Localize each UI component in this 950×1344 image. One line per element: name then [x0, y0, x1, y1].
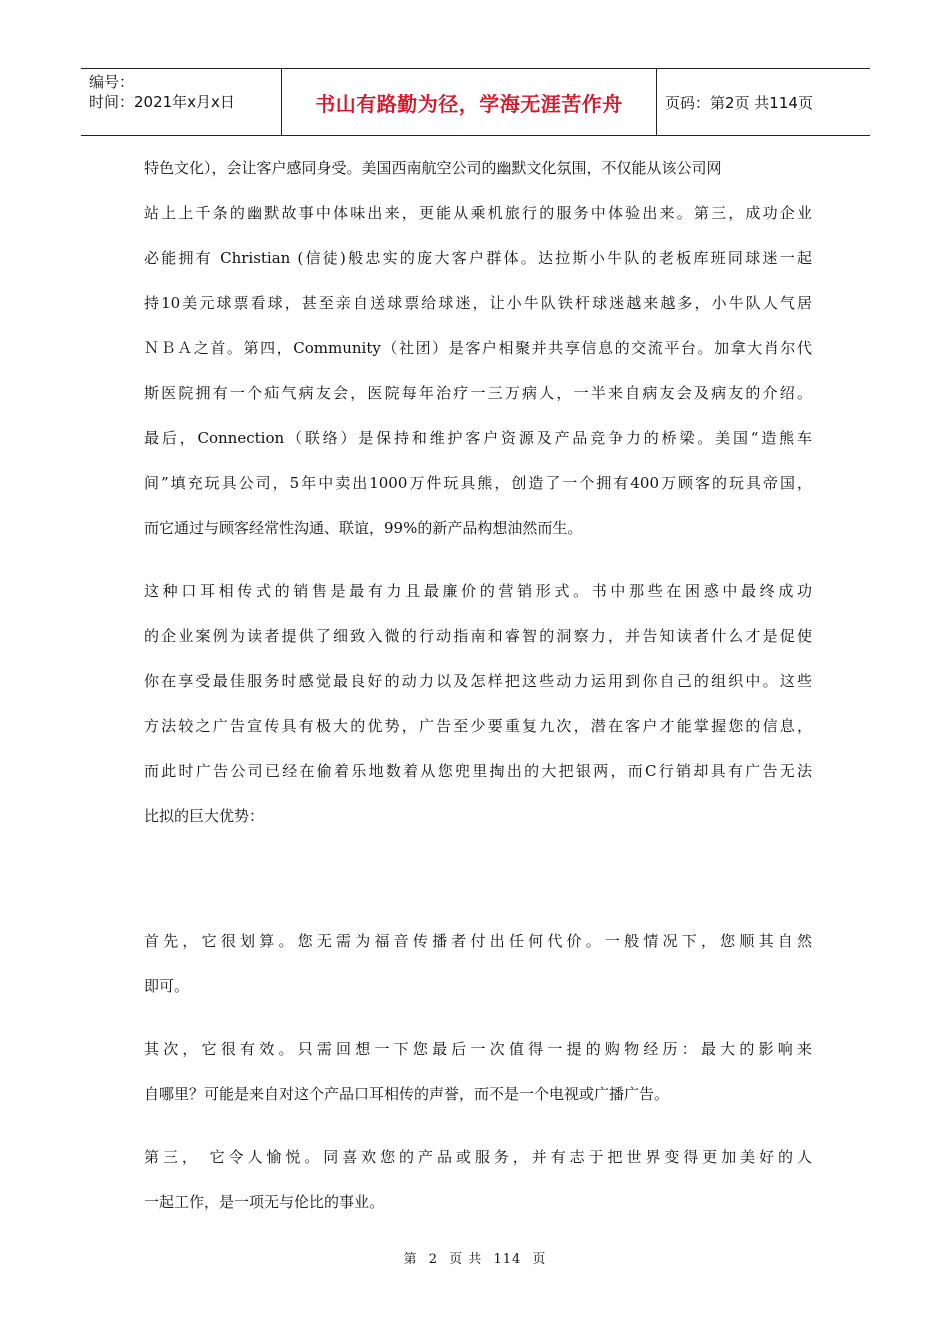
text-line: 斯医院拥有一个疝气病友会，医院每年治疗一三万病人，一半来自病友会及病友的介绍。 — [144, 384, 812, 402]
text-line: 比拟的巨大优势： — [144, 807, 265, 825]
text-line: 一起工作，是一项无与伦比的事业。 — [144, 1193, 385, 1211]
footer-middle: 页 共 — [449, 1252, 483, 1267]
page-footer — [0, 1248, 950, 1267]
document-header — [81, 68, 870, 136]
footer-total-pages: 114 — [493, 1252, 522, 1267]
header-divider — [656, 69, 657, 135]
text-line: 第三， 它令人愉悦。同喜欢您的产品或服务，并有志于把世界变得更加美好的人 — [144, 1148, 812, 1166]
footer-suffix: 页 — [532, 1252, 547, 1267]
text-line: 而此时广告公司已经在偷着乐地数着从您兜里掏出的大把银两，而C行销却具有广告无法 — [144, 762, 812, 780]
header-meta — [89, 72, 279, 112]
header-motto: 书山有路勤为径，学海无涯苦作舟 — [315, 91, 623, 116]
footer-prefix: 第 — [403, 1252, 418, 1267]
footer-page-number: 2 — [428, 1252, 439, 1267]
text-line: 的企业案例为读者提供了细致入微的行动指南和睿智的洞察力，并告知读者什么才是促使 — [144, 627, 812, 645]
header-page-label: 页码：第2页 共114页 — [665, 93, 813, 112]
text-line: 站上上千条的幽默故事中体味出来，更能从乘机旅行的服务中体验出来。第三，成功企业 — [144, 204, 812, 222]
text-line: 你在享受最佳服务时感觉最良好的动力以及怎样把这些动力运用到你自己的组织中。这些 — [144, 672, 812, 690]
text-line: 间”填充玩具公司，5年中卖出1000万件玩具熊，创造了一个拥有400万顾客的玩具帝国， — [144, 474, 812, 492]
text-line: 这种口耳相传式的销售是最有力且最廉价的营销形式。书中那些在困惑中最终成功 — [144, 582, 812, 600]
text-line: 即可。 — [144, 977, 190, 995]
code-label: 编号： — [89, 73, 135, 91]
text-line: 其次，它很有效。只需回想一下您最后一次值得一提的购物经历：最大的影响来 — [144, 1040, 812, 1058]
text-line: 最后，Connection（联络）是保持和维护客户资源及产品竞争力的桥梁。美国“造熊车 — [144, 429, 812, 447]
text-line: 必能拥有 Christian (信徒)般忠实的庞大客户群体。达拉斯小牛队的老板库班同球迷一起 — [144, 249, 812, 267]
text-line: 方法较之广告宣传具有极大的优势，广告至少要重复九次，潜在客户才能掌握您的信息， — [144, 717, 812, 735]
text-line: ＮＢＡ之首。第四，Community（社团）是客户相聚并共享信息的交流平台。加拿大肖尔代 — [144, 339, 812, 357]
text-line: 特色文化），会让客户感同身受。美国西南航空公司的幽默文化氛围，不仅能从该公司网 — [144, 159, 722, 177]
text-line: 持10美元球票看球，甚至亲自送球票给球迷，让小牛队铁杆球迷越来越多，小牛队人气居 — [144, 294, 812, 312]
text-line: 首先，它很划算。您无需为福音传播者付出任何代价。一般情况下，您顺其自然 — [144, 932, 812, 950]
text-line: 而它通过与顾客经常性沟通、联谊，99%的新产品构想油然而生。 — [144, 519, 583, 537]
time-label: 时间：2021年x月x日 — [89, 93, 235, 111]
text-line: 自哪里？可能是来自对这个产品口耳相传的声誉，而不是一个电视或广播广告。 — [144, 1085, 670, 1103]
